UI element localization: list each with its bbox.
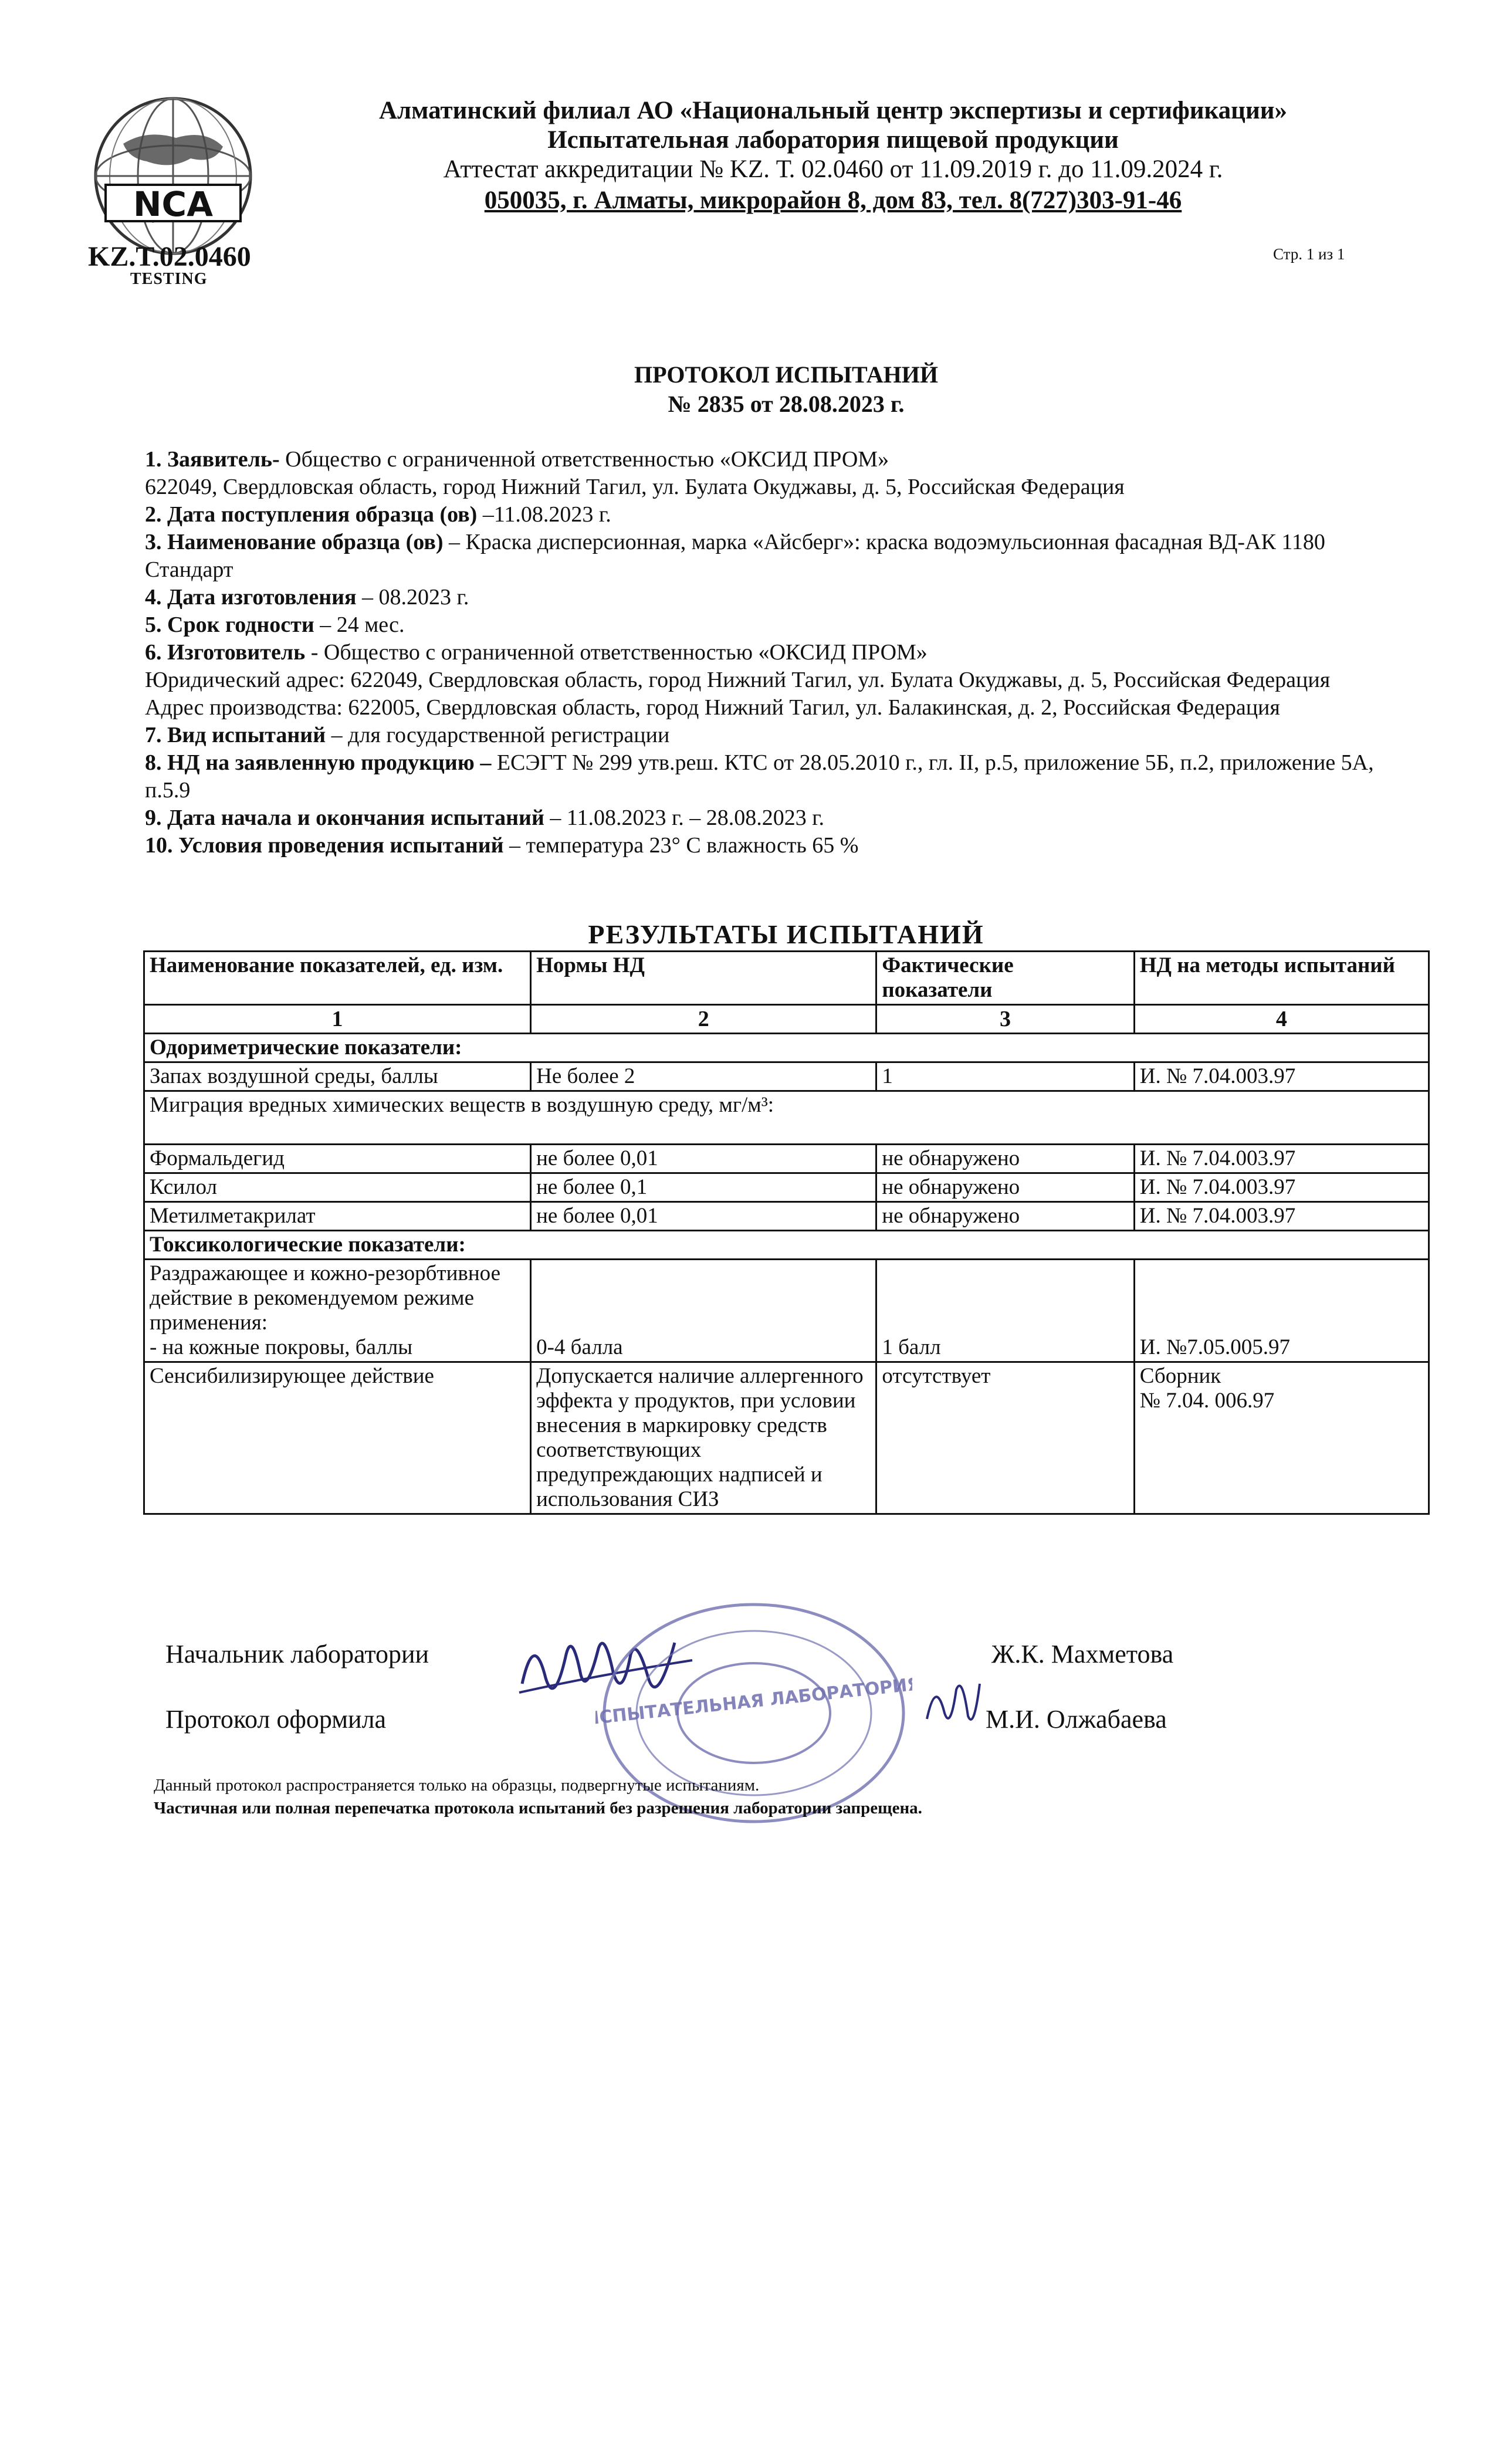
header-cell: Наименование показателей, ед. изм. xyxy=(144,952,531,1005)
accreditation: Аттестат аккредитации № KZ. Т. 02.0460 от 11.09.2019 г. до 11.09.2024 г. xyxy=(443,155,1223,183)
applicant-address: 622049, Свердловская область, город Нижний Тагил, ул. Булата Окуджавы, д. 5, Российская Федерация xyxy=(145,475,1125,499)
table-row: Формальдегид не более 0,01 не обнаружено И. № 7.04.003.97 xyxy=(144,1145,1429,1173)
production-address: Адрес производства: 622005, Свердловская область, город Нижний Тагил, ул. Балакинская, д. 2, Российская Федерация xyxy=(145,695,1280,720)
accreditation-mark: KZ.T.02.0460 xyxy=(88,241,251,272)
section-row: Одориметрические показатели: xyxy=(144,1034,1429,1062)
indicator-name: Раздражающее и кожно-резорбтивное действие в рекомендуемом режиме применения: xyxy=(150,1261,501,1335)
nca-logo xyxy=(88,88,258,264)
footer-warning: Частичная или полная перепечатка протокола испытаний без разрешения лаборатории запрещена. xyxy=(154,1799,922,1817)
logo-text: NCA xyxy=(133,184,213,224)
header-cell: Нормы НД xyxy=(531,952,876,1005)
indicator-subname: - на кожные покровы, баллы xyxy=(150,1335,413,1359)
legal-address: Юридический адрес: 622049, Свердловская область, город Нижний Тагил, ул. Булата Окуджавы, д. 5, Российская Федерация xyxy=(145,668,1331,692)
shelf-life: 5. Срок годности – 24 мес. xyxy=(145,612,405,637)
results-title: РЕЗУЛЬТАТЫ ИСПЫТАНИЙ xyxy=(588,919,984,949)
test-type: 7. Вид испытаний – для государственной регистрации xyxy=(145,723,670,747)
footer-note: Данный протокол распространяется только на образцы, подвергнутые испытаниям. xyxy=(154,1776,760,1795)
page-number: Стр. 1 из 1 xyxy=(1273,245,1345,263)
header-cell: НД на методы испытаний xyxy=(1134,952,1429,1005)
table-row: Метилметакрилат не более 0,01 не обнаружено И. № 7.04.003.97 xyxy=(144,1202,1429,1231)
applicant: 1. Заявитель- Общество с ограниченной ответственностью «ОКСИД ПРОМ» xyxy=(145,447,889,472)
table-row: Сенсибилизирующее действие Допускается наличие аллергенного эффекта у продуктов, при условии внесения в маркировку средств соответствующих предупреждающих надписей и использования СИЗ отсутствует Сборник № 7.04. 006.97 xyxy=(144,1362,1429,1514)
head-label: Начальник лаборатории xyxy=(165,1640,429,1668)
table-row: Ксилол не более 0,1 не обнаружено И. № 7.04.003.97 xyxy=(144,1173,1429,1202)
test-dates: 9. Дата начала и окончания испытаний – 11.08.2023 г. – 28.08.2023 г. xyxy=(145,805,825,830)
column-number-row: 1 2 3 4 xyxy=(144,1005,1429,1034)
lab-name: Испытательная лаборатория пищевой продукции xyxy=(547,126,1119,154)
receipt-date: 2. Дата поступления образца (ов) –11.08.2023 г. xyxy=(145,502,611,527)
section-row: Токсикологические показатели: xyxy=(144,1231,1429,1260)
table-header-row xyxy=(144,952,1429,1005)
normative-doc: 8. НД на заявленную продукцию – ЕСЭГТ № 299 утв.реш. КТС от 28.05.2010 г., гл. II, р.5, приложение 5Б, п.2, приложение 5А, п.5.9 xyxy=(145,750,1374,803)
org-name: Алматинский филиал АО «Национальный центр экспертизы и сертификации» xyxy=(378,97,1288,124)
prepared-name: М.И. Олжабаева xyxy=(986,1705,1167,1734)
manufacture-date: 4. Дата изготовления – 08.2023 г. xyxy=(145,585,469,610)
table-row: Раздражающее и кожно-резорбтивное действие в рекомендуемом режиме применения: - на кожные покровы, баллы 0-4 балла 1 балл И. №7.05.005.97 xyxy=(144,1260,1429,1362)
test-conditions: 10. Условия проведения испытаний – температура 23° С влажность 65 % xyxy=(145,833,859,858)
head-name: Ж.К. Махметова xyxy=(991,1640,1174,1668)
lab-address: 050035, г. Алматы, микрорайон 8, дом 83, тел. 8(727)303-91-46 xyxy=(484,187,1182,214)
protocol-title: ПРОТОКОЛ ИСПЫТАНИЙ xyxy=(634,361,938,388)
manufacturer: 6. Изготовитель - Общество с ограниченной ответственностью «ОКСИД ПРОМ» xyxy=(145,640,928,665)
migration-row: Миграция вредных химических веществ в воздушную среду, мг/м³: xyxy=(144,1091,1429,1145)
protocol-number: № 2835 от 28.08.2023 г. xyxy=(668,391,905,417)
prepared-label: Протокол оформила xyxy=(165,1705,387,1734)
results-table xyxy=(143,950,1430,1515)
table-row: Запах воздушной среды, баллы Не более 2 1 И. № 7.04.003.97 xyxy=(144,1062,1429,1091)
prepared-signature xyxy=(921,1666,986,1737)
header-cell: Фактические показатели xyxy=(876,952,1134,1005)
testing-label: TESTING xyxy=(130,270,208,288)
protocol-info xyxy=(145,446,1406,859)
sample-name: 3. Наименование образца (ов) – Краска дисперсионная, марка «Айсберг»: краска водоэмульсионная фасадная ВД-АК 1180 Стандарт xyxy=(145,530,1325,582)
laboratory-stamp xyxy=(595,1596,912,1830)
stamp-text: ИСПЫТАТЕЛЬНАЯ ЛАБОРАТОРИЯ xyxy=(595,1674,912,1730)
